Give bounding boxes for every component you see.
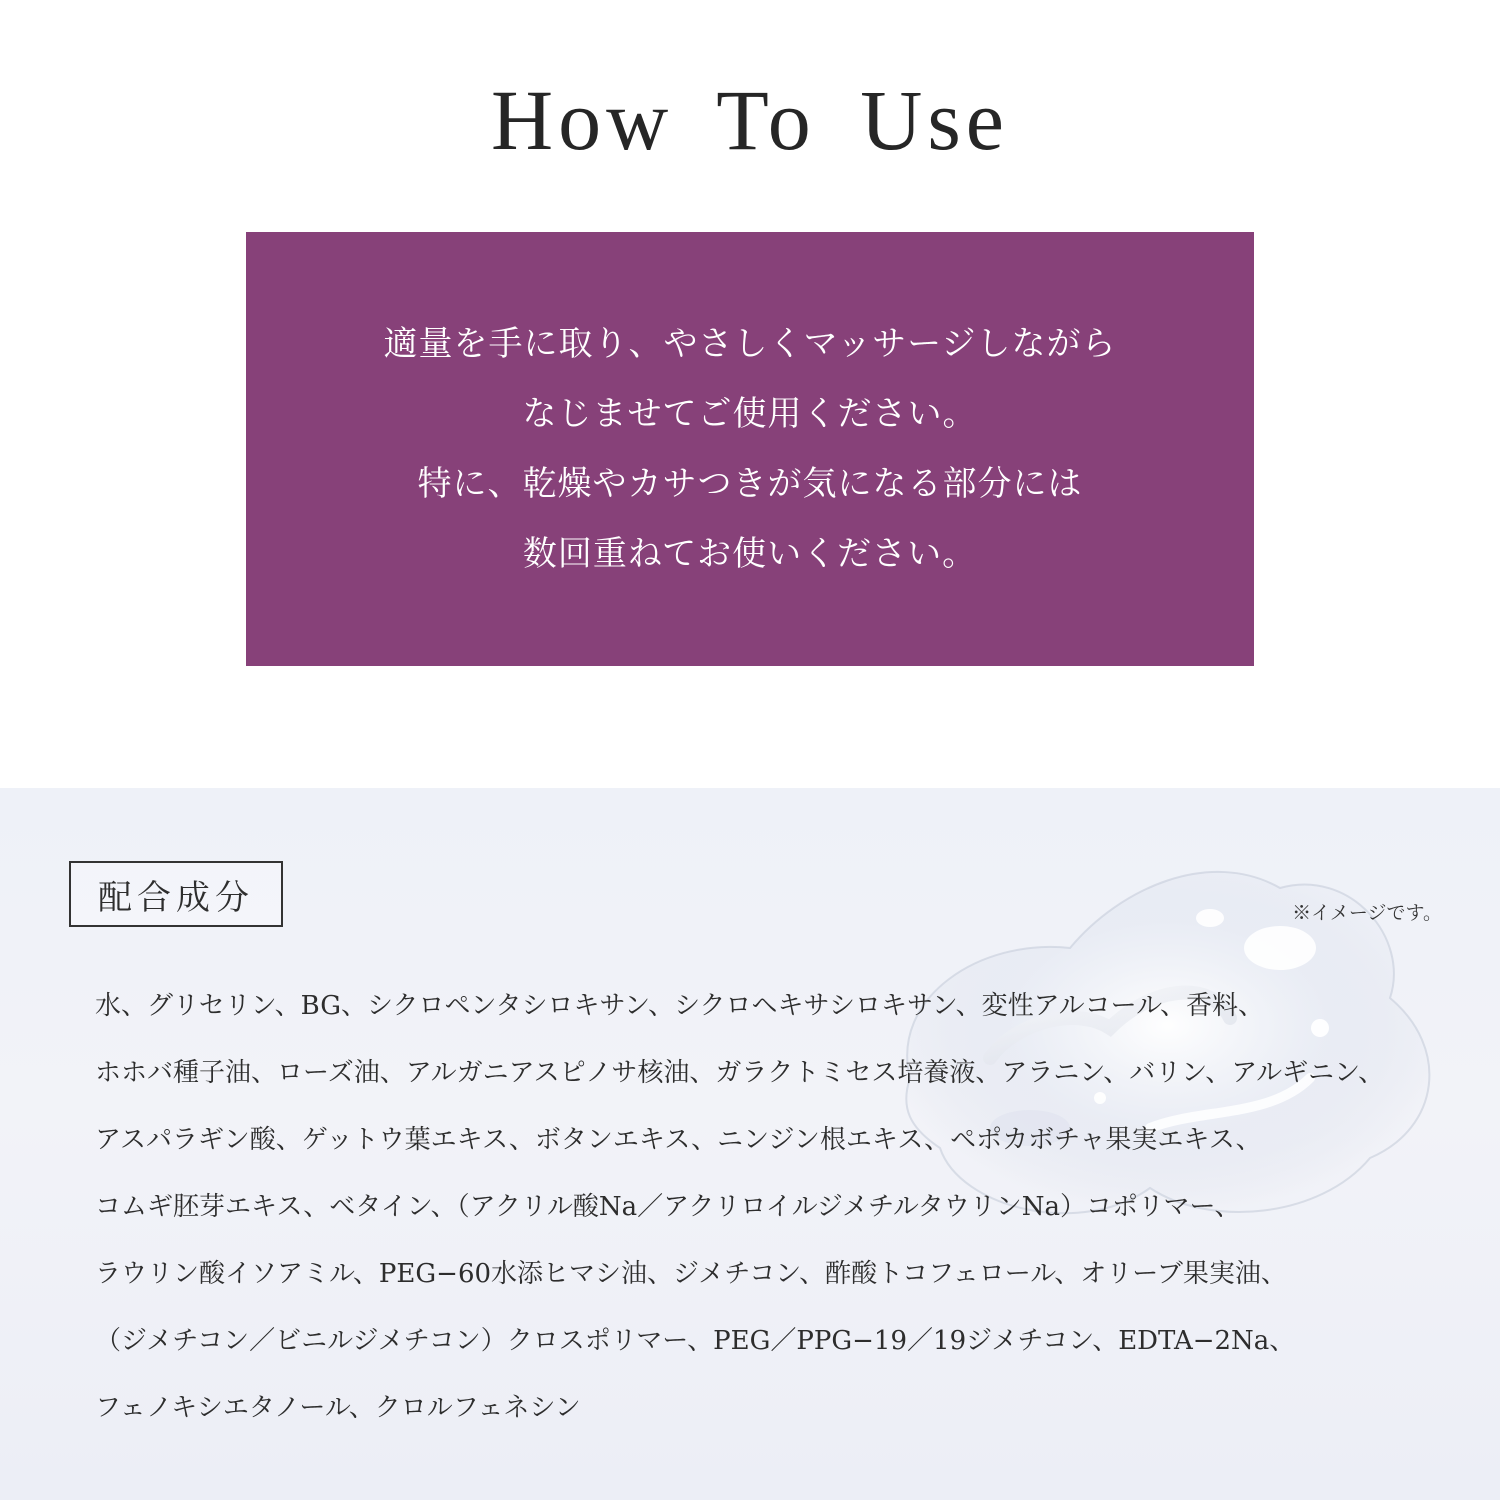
- usage-line: 適量を手に取り、やさしくマッサージしながら: [383, 324, 1117, 364]
- ingredient-line: （ジメチコン／ビニルジメチコン）クロスポリマー、PEG／PPG−19／19ジメチコン、EDTA−2Na、: [95, 1326, 1296, 1356]
- image-note: ※イメージです。: [1292, 902, 1442, 924]
- ingredients-section: [0, 788, 1500, 1500]
- ingredients-label: 配合成分: [69, 861, 283, 927]
- usage-line: 数回重ねてお使いください。: [522, 534, 978, 574]
- usage-instructions-box: [246, 232, 1254, 666]
- ingredient-list: [95, 973, 1425, 1442]
- ingredient-line: 水、グリセリン、BG、シクロペンタシロキサン、シクロヘキサシロキサン、変性アルコール、香料、: [95, 991, 1265, 1021]
- ingredient-line: コムギ胚芽エキス、ベタイン、（アクリル酸Na／アクリロイルジメチルタウリンNa）コポリマー、: [95, 1192, 1241, 1222]
- usage-line: なじませてご使用ください。: [522, 394, 978, 434]
- ingredient-line: アスパラギン酸、ゲットウ葉エキス、ボタンエキス、ニンジン根エキス、ペポカボチャ果実エキス、: [95, 1125, 1262, 1155]
- ingredient-line: ラウリン酸イソアミル、PEG−60水添ヒマシ油、ジメチコン、酢酸トコフェロール、オリーブ果実油、: [95, 1259, 1287, 1289]
- ingredient-line: フェノキシエタノール、クロルフェネシン: [95, 1393, 581, 1423]
- usage-line: 特に、乾燥やカサつきが気になる部分には: [417, 464, 1083, 504]
- page-title: How To Use: [491, 72, 1009, 168]
- ingredient-line: ホホバ種子油、ローズ油、アルガニアスピノサ核油、ガラクトミセス培養液、アラニン、バリン、アルギニン、: [95, 1058, 1385, 1088]
